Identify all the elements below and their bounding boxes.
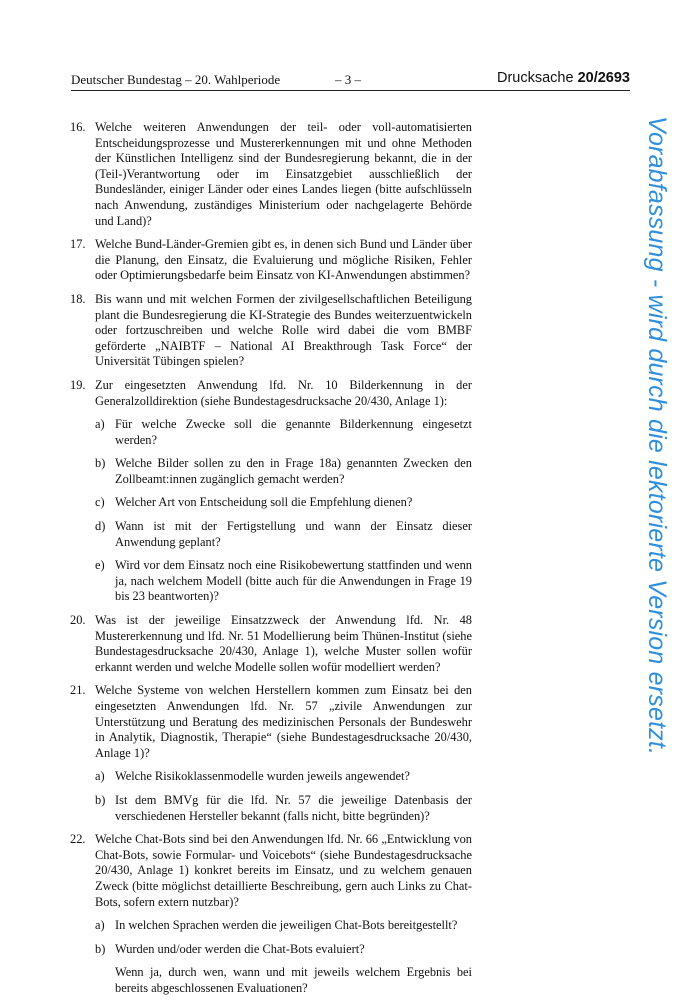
sub-question-text: Wird vor dem Einsatz noch eine Risikobewertung stattfinden und wenn ja, nach welchem Modell (bitte auch für die Anwendungen in Frage 19 bis 23 beantworten)? xyxy=(115,558,472,604)
page-header xyxy=(71,70,630,91)
question-number: 22. xyxy=(70,832,86,847)
sub-question-text: Ist dem BMVg für die lfd. Nr. 57 die jeweilige Datenbasis der verschiedenen Hersteller bekannt (falls nicht, bitte begründen)? xyxy=(115,792,472,823)
header-parliament: Deutscher Bundestag – 20. Wahlperiode xyxy=(71,72,281,87)
sub-question xyxy=(70,456,472,487)
sub-question-text: Welche Risikoklassenmodelle wurden jeweils angewendet? xyxy=(115,769,410,784)
sub-question xyxy=(70,495,472,511)
sub-question-letter: c) xyxy=(95,495,105,510)
sub-question-letter: a) xyxy=(95,417,105,432)
question-number: 21. xyxy=(70,683,86,698)
sub-question-letter: b) xyxy=(95,792,106,807)
question-number: 17. xyxy=(70,237,86,252)
sub-question xyxy=(70,417,472,448)
sub-question-letter: a) xyxy=(95,918,105,933)
sub-question-letter: d) xyxy=(95,519,106,534)
sub-question xyxy=(70,519,472,550)
continuation-text: Wenn ja, durch wen, wann und mit jeweils welchem Ergebnis bei bereits abgeschlossenen Evaluationen? xyxy=(115,965,472,995)
question-20 xyxy=(70,613,472,675)
sub-question xyxy=(70,769,472,785)
question-text: Bis wann und mit welchen Formen der zivilgesellschaftlichen Beteiligung plant die Bundesregierung die KI-Strategie des Bundes weiterzuentwickeln oder fortzuschreiben und welche Rolle wird dabei die vom BMBF geförderte „NAIBTF – National AI Breakthrough Task Force“ der Universität Tübingen spielen? xyxy=(95,291,472,369)
question-text: Welche Systeme von welchen Herstellern kommen zum Einsatz bei den eingesetzten Anwendungen lfd. Nr. 57 „zivile Anwendungen zur Unterstützung und Beratung des medizinischen Personals der Bundeswehr in Analytik, Diagnostik, Therapie“ (siehe Bundestagesdrucksache 20/430, Anlage 1)? xyxy=(95,683,472,760)
question-number: 20. xyxy=(70,613,86,628)
sub-question-text: In welchen Sprachen werden die jeweiligen Chat-Bots bereitgestellt? xyxy=(115,918,458,933)
document-label: Drucksache xyxy=(496,70,574,86)
sub-question-text: Welcher Art von Entscheidung soll die Empfehlung dienen? xyxy=(115,495,413,510)
sub-question-text: Für welche Zwecke soll die genannte Bilderkennung eingesetzt werden? xyxy=(115,417,472,447)
sub-question xyxy=(70,918,472,934)
question-text: Zur eingesetzten Anwendung lfd. Nr. 10 Bilderkennung in der Generalzolldirektion (siehe Bundestagesdrucksache 20/430, Anlage 1): xyxy=(95,377,472,408)
page-number: – 3 – xyxy=(335,72,361,87)
question-list xyxy=(70,120,472,1005)
question-text: Was ist der jeweilige Einsatzzweck der Anwendung lfd. Nr. 48 Mustererkennung und lfd. Nr. 51 Modellierung beim Thünen-Institut (siehe Bundestagesdrucksache 20/430, Anlage 1), welche Muster sollen wofür erkannt werden und welche Modelle sollen wofür modelliert werden? xyxy=(95,613,472,674)
question-19 xyxy=(70,378,472,409)
document-id: 20/2693 xyxy=(577,70,630,86)
question-number: 18. xyxy=(70,291,86,306)
question-number: 16. xyxy=(70,120,86,134)
question-22 xyxy=(70,832,472,910)
document-number xyxy=(497,70,630,86)
sub-question xyxy=(70,793,472,824)
sub-question xyxy=(70,558,472,605)
question-text: Welche Bund-Länder-Gremien gibt es, in denen sich Bund und Länder über die Planung, den Einsatz, die Evaluierung und mögliche Risiken, Fehler oder Optimierungsbedarfe beim Einsatz von KI-Anwendungen abstimmen? xyxy=(95,237,472,283)
question-number: 19. xyxy=(70,377,86,392)
question-text: Welche weiteren Anwendungen der teil- oder voll-automatisierten Entscheidungsprozesse und Mustererkennungen mit und ohne Methoden der Künstlichen Intelligenz sind der Bundesregierung bekannt, die in der (Teil-)Verantwortung oder im Einsatzgebiet ausschließlich der Bundesländer, einiger Länder oder eines Landes liegen (bitte aufschlüsseln nach Anwendung, zuständiges Ministerium oder nachgelagerte Behörde und Land)? xyxy=(95,120,472,228)
question-18 xyxy=(70,292,472,370)
sub-question-letter: e) xyxy=(95,558,105,573)
sub-question xyxy=(70,942,472,958)
question-21 xyxy=(70,683,472,761)
question-text: Welche Chat-Bots sind bei den Anwendungen lfd. Nr. 66 „Entwicklung von Chat-Bots, sowie Formular- und Voicebots“ (siehe Bundestagesdrucksache 20/430, Anlage 1) konkret bereits im Einsatz, und zu welchem genauen Zweck (bitte möglichst detaillierte Beschreibung, gern auch Links zu Chat-Bots, sofern extern nutzbar)? xyxy=(95,832,472,909)
sub-question-text: Wann ist mit der Fertigstellung und wann der Einsatz dieser Anwendung geplant? xyxy=(115,519,472,549)
sub-question-letter: b) xyxy=(95,941,106,956)
question-17 xyxy=(70,237,472,284)
question-16 xyxy=(70,120,472,229)
sub-question-text: Welche Bilder sollen zu den in Frage 18a) genannten Zwecken den Zollbeamt:innen zugänglich gemacht werden? xyxy=(115,456,472,486)
sub-question-text: Wurden und/oder werden die Chat-Bots evaluiert? xyxy=(115,941,365,956)
sub-question-letter: b) xyxy=(95,456,106,471)
draft-watermark: Vorabfassung - wird durch die lektorierte Version ersetzt. xyxy=(643,116,671,756)
sub-question-letter: a) xyxy=(95,769,105,784)
